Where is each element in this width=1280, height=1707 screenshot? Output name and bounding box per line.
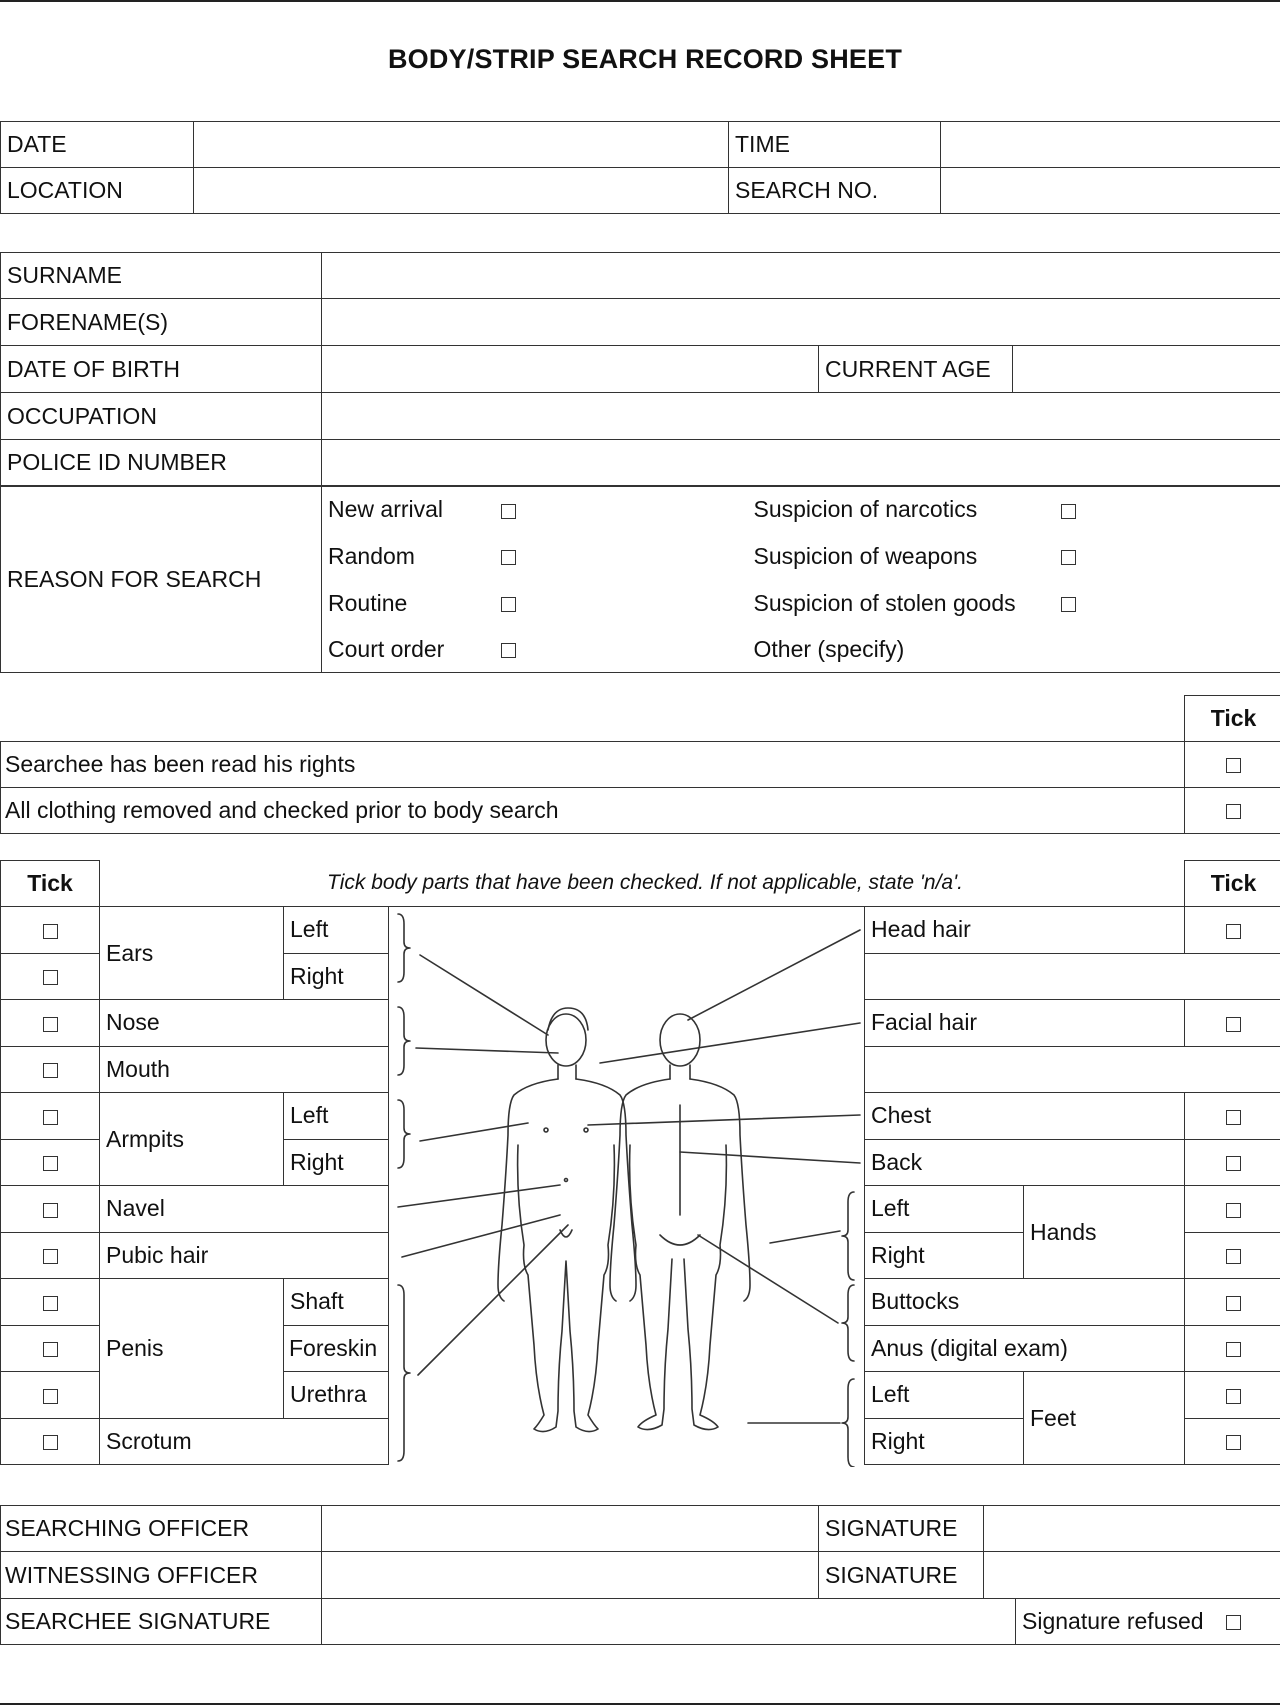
foreskin-label: Foreskin bbox=[284, 1325, 389, 1372]
signature-table bbox=[0, 1505, 1280, 1645]
leader-back bbox=[680, 1152, 860, 1163]
ear-right-checkbox[interactable] bbox=[1, 953, 100, 1000]
date-field[interactable] bbox=[194, 122, 729, 168]
back-checkbox[interactable] bbox=[1185, 1139, 1280, 1186]
foot-left-checkbox[interactable] bbox=[1185, 1372, 1280, 1419]
forenames-field[interactable] bbox=[322, 299, 1280, 346]
brace-armpits bbox=[398, 1100, 410, 1168]
foot-right-label: Right bbox=[865, 1418, 1024, 1465]
urethra-label: Urethra bbox=[284, 1372, 389, 1419]
checks-tick-header: Tick bbox=[1185, 696, 1280, 742]
foreskin-checkbox[interactable] bbox=[1, 1325, 100, 1372]
brace-ears bbox=[398, 914, 410, 982]
reason-option-court-order: Court order bbox=[322, 627, 493, 673]
leader-buttocks bbox=[698, 1235, 838, 1323]
armpit-right-checkbox[interactable] bbox=[1, 1139, 100, 1186]
anus-label: Anus (digital exam) bbox=[865, 1325, 1185, 1372]
leader-chest bbox=[588, 1115, 860, 1125]
weapons-checkbox[interactable] bbox=[1053, 533, 1280, 580]
location-label: LOCATION bbox=[1, 168, 194, 214]
leader-hands bbox=[770, 1231, 840, 1243]
leader-facial-hair bbox=[600, 1023, 860, 1063]
time-label: TIME bbox=[729, 122, 941, 168]
brace-penis-scrotum bbox=[398, 1285, 410, 1461]
leader-armpits bbox=[420, 1123, 528, 1141]
hand-right-label: Right bbox=[865, 1232, 1024, 1279]
reason-table bbox=[0, 486, 1280, 673]
time-field[interactable] bbox=[941, 122, 1280, 168]
ears-label: Ears bbox=[100, 907, 284, 1000]
brace-hands bbox=[842, 1192, 854, 1280]
brace-buttocks-anus bbox=[842, 1285, 854, 1361]
date-label: DATE bbox=[1, 122, 194, 168]
penis-label: Penis bbox=[100, 1279, 284, 1419]
nose-checkbox[interactable] bbox=[1, 1000, 100, 1047]
signature1-label: SIGNATURE bbox=[819, 1506, 984, 1552]
police-id-label: POLICE ID NUMBER bbox=[1, 440, 322, 486]
body-tick-header-left: Tick bbox=[1, 861, 100, 907]
searching-officer-label: SEARCHING OFFICER bbox=[1, 1506, 322, 1552]
signature-refused-checkbox[interactable] bbox=[1226, 1615, 1241, 1630]
occupation-label: OCCUPATION bbox=[1, 393, 322, 440]
signature-refused-cell bbox=[1016, 1599, 1280, 1645]
page-title: BODY/STRIP SEARCH RECORD SHEET bbox=[387, 44, 903, 74]
armpits-label: Armpits bbox=[100, 1093, 284, 1186]
shaft-label: Shaft bbox=[284, 1279, 389, 1326]
stolen-goods-checkbox[interactable] bbox=[1053, 580, 1280, 627]
leader-ears bbox=[420, 955, 548, 1035]
court-order-checkbox[interactable] bbox=[493, 627, 748, 673]
ear-left-label: Left bbox=[284, 907, 389, 954]
reason-option-routine: Routine bbox=[328, 589, 408, 616]
clothing-checkbox[interactable] bbox=[1185, 788, 1280, 834]
pubic-hair-label: Pubic hair bbox=[100, 1232, 389, 1279]
signature2-field[interactable] bbox=[984, 1552, 1280, 1599]
penis-shaft-checkbox[interactable] bbox=[1, 1279, 100, 1326]
searching-officer-field[interactable] bbox=[322, 1506, 819, 1552]
chest-checkbox[interactable] bbox=[1185, 1093, 1280, 1140]
police-id-field[interactable] bbox=[322, 440, 1280, 486]
hand-left-checkbox[interactable] bbox=[1185, 1186, 1280, 1233]
reason-option-stolen-goods: Suspicion of stolen goods bbox=[753, 589, 1016, 616]
reason-option-other: Other (specify) bbox=[748, 627, 1053, 673]
buttocks-label: Buttocks bbox=[865, 1279, 1185, 1326]
dob-label: DATE OF BIRTH bbox=[1, 346, 322, 393]
pubic-hair-checkbox[interactable] bbox=[1, 1232, 100, 1279]
narcotics-checkbox[interactable] bbox=[1053, 487, 1280, 533]
buttocks-checkbox[interactable] bbox=[1185, 1279, 1280, 1326]
nose-label: Nose bbox=[100, 1000, 389, 1047]
facial-hair-label: Facial hair bbox=[865, 1000, 1185, 1047]
person-table bbox=[0, 252, 1280, 486]
current-age-field[interactable] bbox=[1013, 346, 1280, 393]
leader-navel bbox=[398, 1185, 560, 1207]
search-no-label: SEARCH NO. bbox=[729, 168, 941, 214]
head-hair-label: Head hair bbox=[865, 907, 1185, 954]
brace-nose-mouth bbox=[398, 1007, 410, 1075]
armpit-left-checkbox[interactable] bbox=[1, 1093, 100, 1140]
current-age-label: CURRENT AGE bbox=[819, 346, 1013, 393]
foot-right-checkbox[interactable] bbox=[1185, 1418, 1280, 1465]
scrotum-checkbox[interactable] bbox=[1, 1418, 100, 1465]
rights-label: Searchee has been read his rights bbox=[1, 742, 1185, 788]
mouth-label: Mouth bbox=[100, 1046, 389, 1093]
surname-label: SURNAME bbox=[1, 253, 322, 299]
dob-field[interactable] bbox=[322, 346, 819, 393]
reason-option-narcotics: Suspicion of narcotics bbox=[748, 487, 1053, 533]
reason-option-random: Random bbox=[328, 542, 415, 569]
surname-field[interactable] bbox=[322, 253, 1280, 299]
random-checkbox[interactable] bbox=[493, 533, 748, 580]
leader-pubic-hair bbox=[402, 1215, 560, 1257]
reason-option-weapons: Suspicion of weapons bbox=[753, 542, 978, 569]
ear-left-checkbox[interactable] bbox=[1, 907, 100, 954]
head-hair-checkbox[interactable] bbox=[1185, 907, 1280, 954]
hand-right-checkbox[interactable] bbox=[1185, 1232, 1280, 1279]
search-no-field[interactable] bbox=[941, 168, 1280, 214]
routine-checkbox[interactable] bbox=[493, 580, 748, 627]
clothing-label: All clothing removed and checked prior to body search bbox=[1, 788, 1185, 834]
chest-label: Chest bbox=[865, 1093, 1185, 1140]
witnessing-officer-label: WITNESSING OFFICER bbox=[1, 1552, 322, 1599]
reason-label: REASON FOR SEARCH bbox=[1, 487, 322, 673]
brace-feet bbox=[842, 1379, 854, 1467]
navel-checkbox[interactable] bbox=[1, 1186, 100, 1233]
navel-label: Navel bbox=[100, 1186, 389, 1233]
leader-nose-mouth bbox=[416, 1048, 558, 1053]
urethra-checkbox[interactable] bbox=[1, 1372, 100, 1419]
searchee-signature-label: SEARCHEE SIGNATURE bbox=[1, 1599, 322, 1645]
other-specify-field[interactable] bbox=[1053, 627, 1280, 673]
signature1-field[interactable] bbox=[984, 1506, 1280, 1552]
location-field[interactable] bbox=[194, 168, 729, 214]
scrotum-label: Scrotum bbox=[100, 1418, 389, 1465]
armpit-right-label: Right bbox=[284, 1139, 389, 1186]
body-tick-header-right: Tick bbox=[1185, 861, 1280, 907]
body-instruction: Tick body parts that have been checked. If not applicable, state 'n/a'. bbox=[100, 861, 1185, 907]
foot-left-label: Left bbox=[865, 1372, 1024, 1419]
feet-label: Feet bbox=[1024, 1372, 1185, 1465]
header-table bbox=[0, 121, 1280, 214]
occupation-field[interactable] bbox=[322, 393, 1280, 440]
back-label: Back bbox=[865, 1139, 1185, 1186]
signature-refused-label: Signature refused bbox=[1022, 1608, 1204, 1634]
new-arrival-checkbox[interactable] bbox=[493, 487, 748, 533]
ear-right-label: Right bbox=[284, 953, 389, 1000]
witnessing-officer-field[interactable] bbox=[322, 1552, 819, 1599]
signature2-label: SIGNATURE bbox=[819, 1552, 984, 1599]
anus-checkbox[interactable] bbox=[1185, 1325, 1280, 1372]
checks-table bbox=[0, 695, 1280, 834]
hand-left-label: Left bbox=[865, 1186, 1024, 1233]
leader-head-hair bbox=[688, 930, 860, 1020]
body-diagram bbox=[388, 905, 864, 1467]
facial-hair-checkbox[interactable] bbox=[1185, 1000, 1280, 1047]
reason-option-new-arrival: New arrival bbox=[322, 487, 493, 533]
searchee-signature-field[interactable] bbox=[322, 1599, 1016, 1645]
armpit-left-label: Left bbox=[284, 1093, 389, 1140]
rights-checkbox[interactable] bbox=[1185, 742, 1280, 788]
front-figure bbox=[498, 1008, 636, 1432]
hands-label: Hands bbox=[1024, 1186, 1185, 1279]
mouth-checkbox[interactable] bbox=[1, 1046, 100, 1093]
forenames-label: FORENAME(S) bbox=[1, 299, 322, 346]
